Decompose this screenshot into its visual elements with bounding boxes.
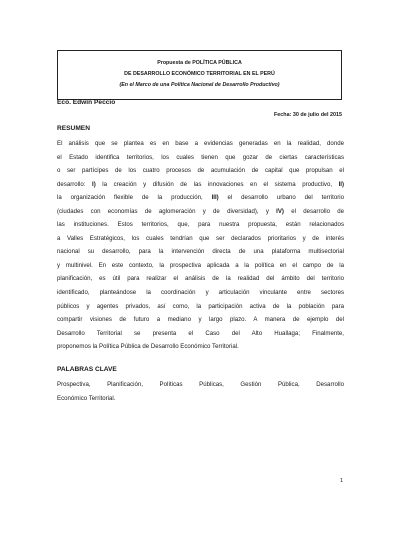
resumen-line: Desarrollo Territorial se presenta el Caso del Alto Huallaga; Finalmente, <box>57 329 344 337</box>
resumen-line: y multinivel. En este contexto, la prospectiva aplicada a la política en el campo de la <box>57 261 344 269</box>
resumen-line: la organización flexible de la producción, III) el desarrollo urbano del territorio <box>57 194 345 202</box>
title-line-1: Propuesta de POLÍTICA PÚBLICA <box>157 60 242 66</box>
resumen-line: proponemos la Política Pública de Desarrollo Económico Territorial. <box>57 343 239 351</box>
resumen-line: o ser partícipes de los cuatro procesos de acumulación de capital que propulsan el <box>57 167 344 175</box>
resumen-line: el Estado identifica territorios, los cuales tienen que gozar de ciertas características <box>57 153 344 161</box>
resumen-line: compartir visiones de futuro a mediano y largo plazo. A manera de ejemplo del <box>57 316 344 324</box>
resumen-line: nacional su desarrollo, para la intervención directa de una plataforma multisectorial <box>57 248 344 256</box>
resumen-line: (ciudades con economías de aglomeración y de diversidad), y IV) el desarrollo de <box>57 207 344 215</box>
keywords-line: Económico Territorial. <box>57 394 116 402</box>
resumen-line: El análisis que se plantea es en base a evidencias generadas en la realidad, donde <box>57 140 344 147</box>
resumen-line: a Valles Estratégicos, los cuales tendrían que ser declarados prioritarios y de interés <box>57 234 344 242</box>
title-line-3: (En el Marco de una Política Nacional de Desarrollo Productivo) <box>119 82 280 88</box>
keywords-line: Prospectiva, Planificación, Políticas Públicas, Gestión Pública, Desarrollo <box>57 381 344 388</box>
palabras-clave-paragraph <box>57 378 344 405</box>
document-date: Fecha: 30 de julio del 2015 <box>273 112 342 118</box>
resumen-line: públicos y agentes privados, así como, la participación activa de la población para <box>57 302 344 310</box>
resumen-line: desarrollo: I) la creación y difusión de las innovaciones en el sistema productivo, II) <box>57 180 344 188</box>
palabras-clave-heading: PALABRAS CLAVE <box>57 366 117 373</box>
resumen-line: planificación, es útil para realizar el análisis de la realidad del ámbito del territorio <box>57 275 344 283</box>
title-box <box>57 50 342 100</box>
author-name: Eco. Edwin Peccio <box>57 99 116 106</box>
resumen-line: identificado, planteándose la coordinación y articulación vinculante entre sectores <box>57 289 344 297</box>
title-line-2: DE DESARROLLO ECONÓMICO TERRITORIAL EN EL PERÚ <box>124 71 275 77</box>
resumen-heading: RESUMEN <box>57 125 90 132</box>
resumen-paragraph <box>57 137 344 354</box>
page-number: 1 <box>340 478 344 484</box>
resumen-line: las instituciones. Estos territorios, que, para nuestra propuesta, están relacionados <box>57 221 344 229</box>
